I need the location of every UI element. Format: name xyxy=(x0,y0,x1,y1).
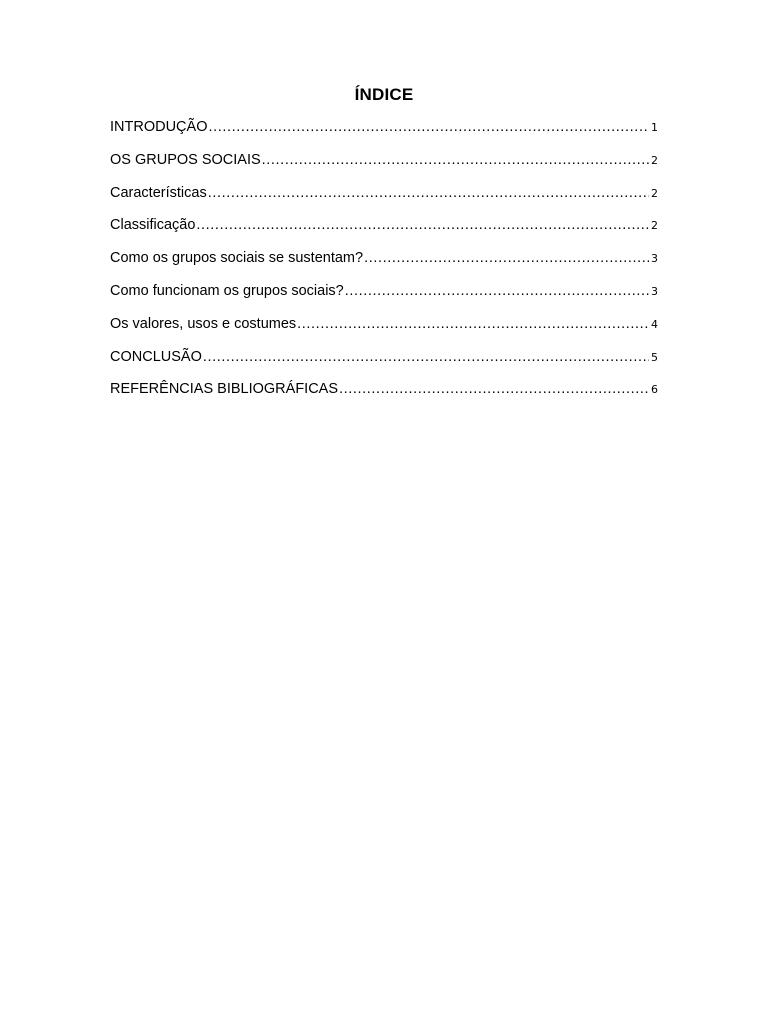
toc-dot-leader xyxy=(297,316,649,332)
toc-entry-label: CONCLUSÃO xyxy=(110,348,202,365)
toc-page-number: 5 xyxy=(651,350,658,364)
toc-entry-sustentam[interactable] xyxy=(110,250,658,283)
toc-dot-leader xyxy=(203,349,649,365)
toc-dot-leader xyxy=(208,185,649,201)
toc-dot-leader xyxy=(262,152,649,168)
table-of-contents xyxy=(110,119,658,414)
toc-dot-leader xyxy=(345,283,649,299)
toc-entry-classificacao[interactable] xyxy=(110,217,658,250)
toc-entry-conclusao[interactable] xyxy=(110,349,658,382)
toc-entry-label: Como funcionam os grupos sociais? xyxy=(110,282,344,299)
toc-entry-label: REFERÊNCIAS BIBLIOGRÁFICAS xyxy=(110,381,339,398)
toc-entry-grupos-sociais[interactable] xyxy=(110,152,658,185)
toc-entry-label: Características xyxy=(110,184,207,201)
toc-page-number: 3 xyxy=(651,284,658,298)
toc-entry-caracteristicas[interactable] xyxy=(110,185,658,218)
toc-entry-label: Como os grupos sociais se sustentam? xyxy=(110,250,364,267)
toc-page-number: 2 xyxy=(651,153,658,167)
toc-dot-leader xyxy=(208,119,649,135)
toc-page-number: 6 xyxy=(651,383,658,397)
toc-entry-label: Classificação xyxy=(110,217,196,234)
toc-entry-label: Os valores, usos e costumes xyxy=(110,315,297,332)
toc-page-number: 2 xyxy=(651,219,658,233)
toc-page-number: 1 xyxy=(651,121,658,134)
toc-dot-leader xyxy=(339,381,649,397)
toc-entry-referencias[interactable] xyxy=(110,381,658,414)
toc-entry-valores[interactable] xyxy=(110,316,658,349)
toc-dot-leader xyxy=(196,217,649,233)
toc-page-number: 3 xyxy=(651,252,658,266)
toc-entry-introducao[interactable] xyxy=(110,119,658,152)
toc-page-number: 4 xyxy=(651,317,658,331)
toc-title: ÍNDICE xyxy=(354,85,414,104)
toc-page-number: 2 xyxy=(651,186,658,200)
toc-dot-leader xyxy=(364,250,649,266)
toc-entry-label: INTRODUÇÃO xyxy=(110,119,208,135)
toc-entry-label: OS GRUPOS SOCIAIS xyxy=(110,151,261,168)
toc-entry-funcionam[interactable] xyxy=(110,283,658,316)
